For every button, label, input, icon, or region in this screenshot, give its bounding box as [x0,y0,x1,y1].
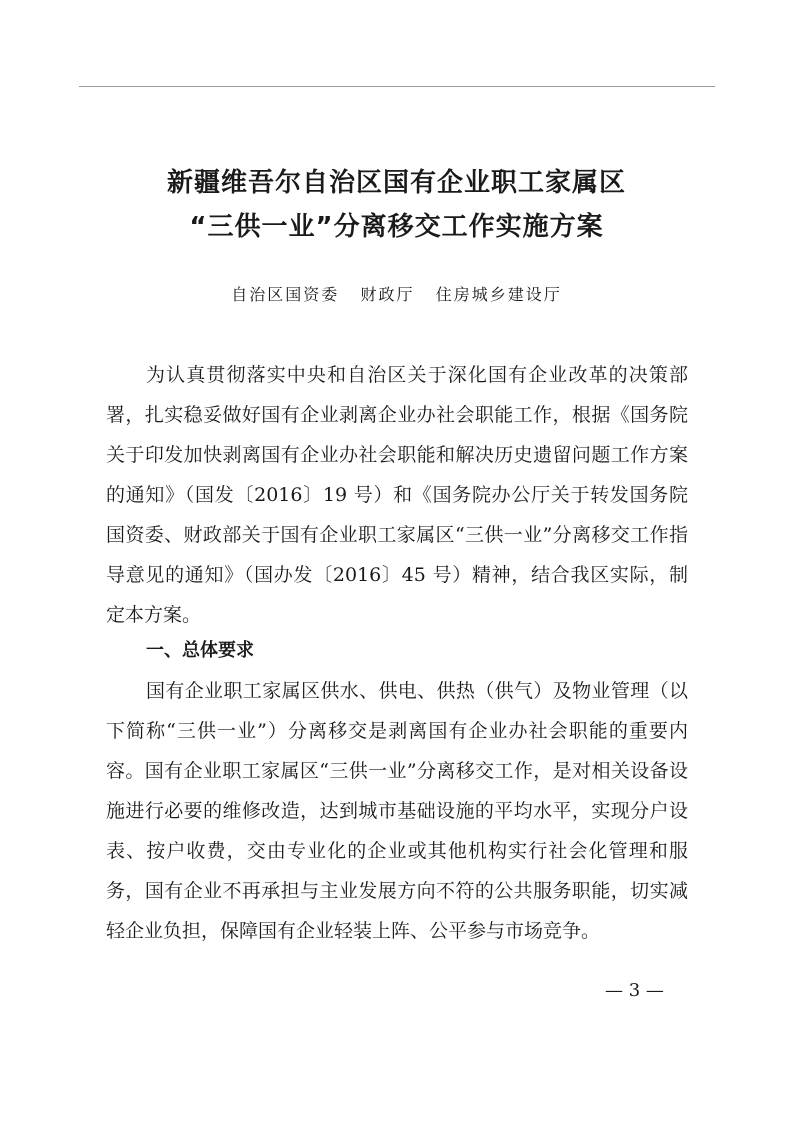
issuing-departments: 自治区国资委 财政厅 住房城乡建设厅 [231,285,562,304]
intro-paragraph: 为认真贯彻落实中央和自治区关于深化国有企业改革的决策部署，扎实稳妥做好国有企业剥离企业办社会职能工作，根据《国务院关于印发加快剥离国有企业办社会职能和解决历史遗留问题工作方案的通知》（国发〔2016〕19 号）和《国务院办公厅关于转发国务院国资委、财政部关于国有企业职工家属区“三供一业”分离移交工作指导意见的通知》（国办发〔2016〕45 号）精神，结合我区实际，制定本方案。 [106,364,688,626]
page-number: — 3 — [605,980,664,1001]
section-heading-general-requirements: 一、总体要求 [146,640,254,661]
document-title-line-1: 新疆维吾尔自治区国有企业职工家属区 [166,168,626,198]
document-title-line-2: “三供一业”分离移交工作实施方案 [189,212,604,242]
general-requirements-paragraph: 国有企业职工家属区供水、供电、供热（供气）及物业管理（以下简称“三供一业”）分离移交是剥离国有企业办社会职能的重要内容。国有企业职工家属区“三供一业”分离移交工作，是对相关设备设施进行必要的维修改造，达到城市基础设施的平均水平，实现分户设表、按户收费，交由专业化的企业或其他机构实行社会化管理和服务，国有企业不再承担与主业发展方向不符的公共服务职能，切实减轻企业负担，保障国有企业轻装上阵、公平参与市场竞争。 [106,680,688,942]
header-rule [79,86,715,87]
